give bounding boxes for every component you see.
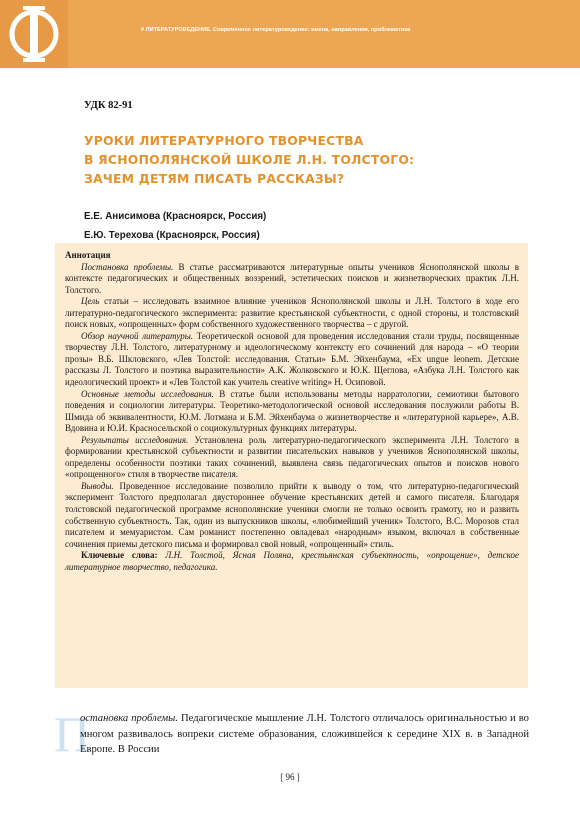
title-line: УРОКИ ЛИТЕРАТУРНОГО ТВОРЧЕСТВА [84,133,364,148]
author-line: Е.Ю. Терехова (Красноярск, Россия) [84,230,260,241]
paragraph-lead: Выводы. [81,480,114,491]
paragraph-lead: Результаты исследования. [81,434,189,445]
udk-code: УДК 82-91 [84,100,133,111]
author-line: Е.Е. Анисимова (Красноярск, Россия) [84,211,267,222]
abstract-paragraph-conclusions [65,481,519,550]
body-lead: остановка проблемы. [80,713,178,724]
keywords-text: Л.Н. Толстой, Ясная Поляна, крестьянская субъектность, «опрощение», детское литературное творчество, педагогика. [65,550,519,572]
paragraph-lead: Основные методы исследования. [81,388,214,399]
abstract-keywords [65,550,519,573]
journal-logo-icon [0,0,68,68]
journal-header-bar [0,0,580,68]
title-line: В ЯСНОПОЛЯНСКОЙ ШКОЛЕ Л.Н. ТОЛСТОГО: [84,152,415,167]
paragraph-text: Теоретической основой для проведения исследования стали труды, посвященные творчеству Л.Н. Толстого, литературному и идеологическому контексту его сочинений для народа – «О теории прозы» В.Б. Шкловского, «Лев Толстой: исследования. Статьи» Б.М. Эйхенбаума, «Ex ungue leonem. Детские рассказы Л. Толстого и поэтика выразительности» А.К. Жолковского и Ю.К. Щеглова, «Азбука Л.Н. Толстого как идеологический проект» и «Лев Толстой как учитель creative writing» Н. Осиповой. [65,330,519,388]
abstract-paragraph-methods [65,389,519,435]
article-title [84,131,484,188]
body-paragraph: Педагогическое мышление Л.Н. Толстого отличалось оригинальностью и во многом развивалось вопреки системе образования, сложившейся к середине XIX в. в Западной Европе. В России [80,713,529,755]
abstract [65,250,519,573]
paragraph-lead: Обзор научной литературы. [81,330,194,341]
paragraph-text: В статье были использованы методы нарратологии, семиотики бытового поведения и социологии литературы. Теоретико-методологической основой исследования послужили работы В. Шмида об эквивалентности, Ю.М. Лотмана и Б.М. Эйхенбаума о жизнетворчестве и «литературной карьере», А.В. Вдовина и Ю.И. Красносельской о социокультурных функциях литературы. [65,388,519,434]
authors-block [84,207,266,245]
dropcap-text: П [54,706,91,762]
abstract-paragraph-goal [65,296,519,331]
keywords-label: Ключевые слова: [81,550,158,561]
dropcap-letter [54,706,91,762]
title-line: ЗАЧЕМ ДЕТЯМ ПИСАТЬ РАССКАЗЫ? [84,171,345,186]
paragraph-text: статьи – исследовать взаимное влияние учеников Яснополянской школы и Л.Н. Толстого в ходе его литературно-педагогического эксперимента: развитие крестьянской субъектности, с одной стороны, и толстовский поиск новых, «опрощенных» форм собственного художественного творчества – с другой. [65,296,519,330]
paragraph-lead: Цель [81,296,100,307]
article-body-text [80,711,529,758]
paragraph-lead: Постановка проблемы. [81,261,174,272]
page-number: [ 96 ] [280,772,300,782]
paragraph-text: В статье рассматриваются литературные опыты учеников Яснополянской школы в контексте педагогических и общественных воззрений, эстетических поисков и жизнетворческих практик Л.Н. Толстого. [65,261,520,295]
paragraph-text: Установлена роль литературно-педагогического эксперимента Л.Н. Толстого в формировании крестьянской субъектности и развитии писательских навыков у учеников Яснополянской школы, определены особенности поэтики таких сочинений, выявлена связь педагогических опытов и поисков нового «опрощенного» стиля в творчестве писателя. [65,434,519,480]
paragraph-text: Проведенное исследование позволило прийти к выводу о том, что литературно-педагогический эксперимент Толстого предполагал двустороннее обучение крестьянских детей и самого писателя. Благодаря толстовской педагогической программе яснополянские ученики смогли не только освоить грамоту, но и развить собственную субъектность. Так, один из выпускников школы, «любимейший ученик» Толстого, В.С. Морозов стал писателем и мемуаристом. Сам романист постепенно овладевал «народным» языком, включал в собственные сочинения приемы детского письма и формировал свой новый, «опрощенный» стиль. [65,480,519,549]
abstract-paragraph-results [65,435,519,481]
abstract-heading: Аннотация [65,250,111,260]
abstract-paragraph-review [65,331,519,389]
abstract-paragraph-problem [65,262,519,297]
rubric-label: # ЛИТЕРАТУРОВЕДЕНИЕ. Современное литературоведение: имена, направления, проблематика [141,27,411,33]
